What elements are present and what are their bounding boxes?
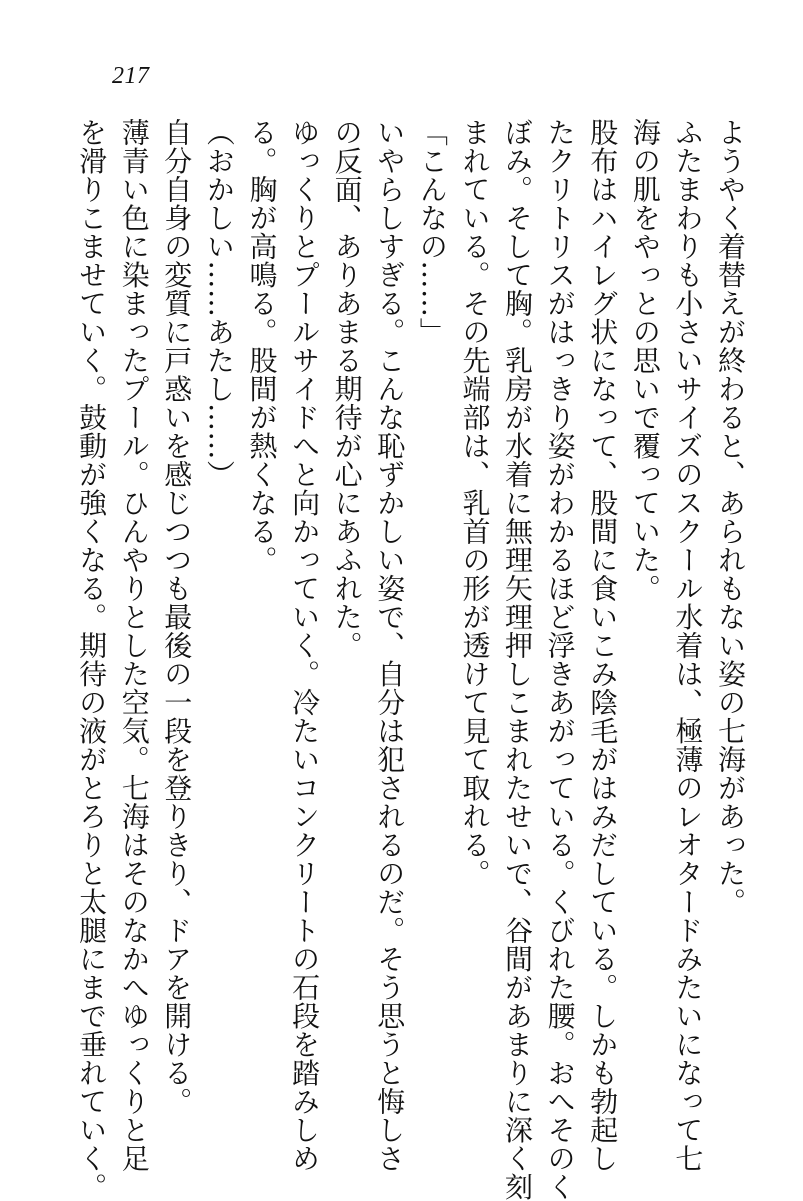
text-line: 「こんなの……」	[415, 118, 449, 346]
text-line: たクリトリスがはっきり姿がわかるほど浮きあがっている。くびれた腰。おへそのく	[543, 118, 577, 1201]
text-line: 自分自身の変質に戸惑いを感じつつも最後の一段を登りきり、ドアを開ける。	[160, 118, 194, 1116]
text-line: 薄青い色に染まったプール。ひんやりとした空気。七海はそのなかへゆっくりと足	[117, 118, 151, 1173]
page-number: 217	[112, 63, 150, 89]
text-line: 股布はハイレグ状になって、股間に食いこみ陰毛がはみだしている。しかも勃起し	[586, 118, 620, 1173]
text-line: ようやく着替えが終わると、あられもない姿の七海があった。	[714, 118, 747, 916]
text-line: る。胸が高鳴る。股間が熱くなる。	[245, 118, 279, 574]
text-line: 海の肌をやっとの思いで覆っていた。	[628, 118, 662, 603]
text-line: （おかしい……あたし……）	[202, 118, 236, 489]
text-line: の反面、ありあまる期待が心にあふれた。	[330, 118, 364, 660]
text-line: ぼみ。そして胸。乳房が水着に無理矢理押しこまれたせいで、谷間があまりに深く刻	[501, 118, 535, 1201]
body-text	[75, 118, 751, 1201]
text-line: を滑りこませていく。鼓動が強くなる。期待の液がとろりと太腿にまで垂れていく。	[75, 118, 109, 1201]
text-line: まれている。その先端部は、乳首の形が透けて見て取れる。	[458, 118, 492, 888]
text-line: ゆっくりとプールサイドへと向かっていく。冷たいコンクリートの石段を踏みしめ	[288, 118, 322, 1173]
text-line: ふたまわりも小さいサイズのスクール水着は、極薄のレオタードみたいになって七	[671, 118, 705, 1173]
text-line: いやらしすぎる。こんな恥ずかしい姿で、自分は犯されるのだ。そう思うと悔しさ	[373, 118, 407, 1173]
